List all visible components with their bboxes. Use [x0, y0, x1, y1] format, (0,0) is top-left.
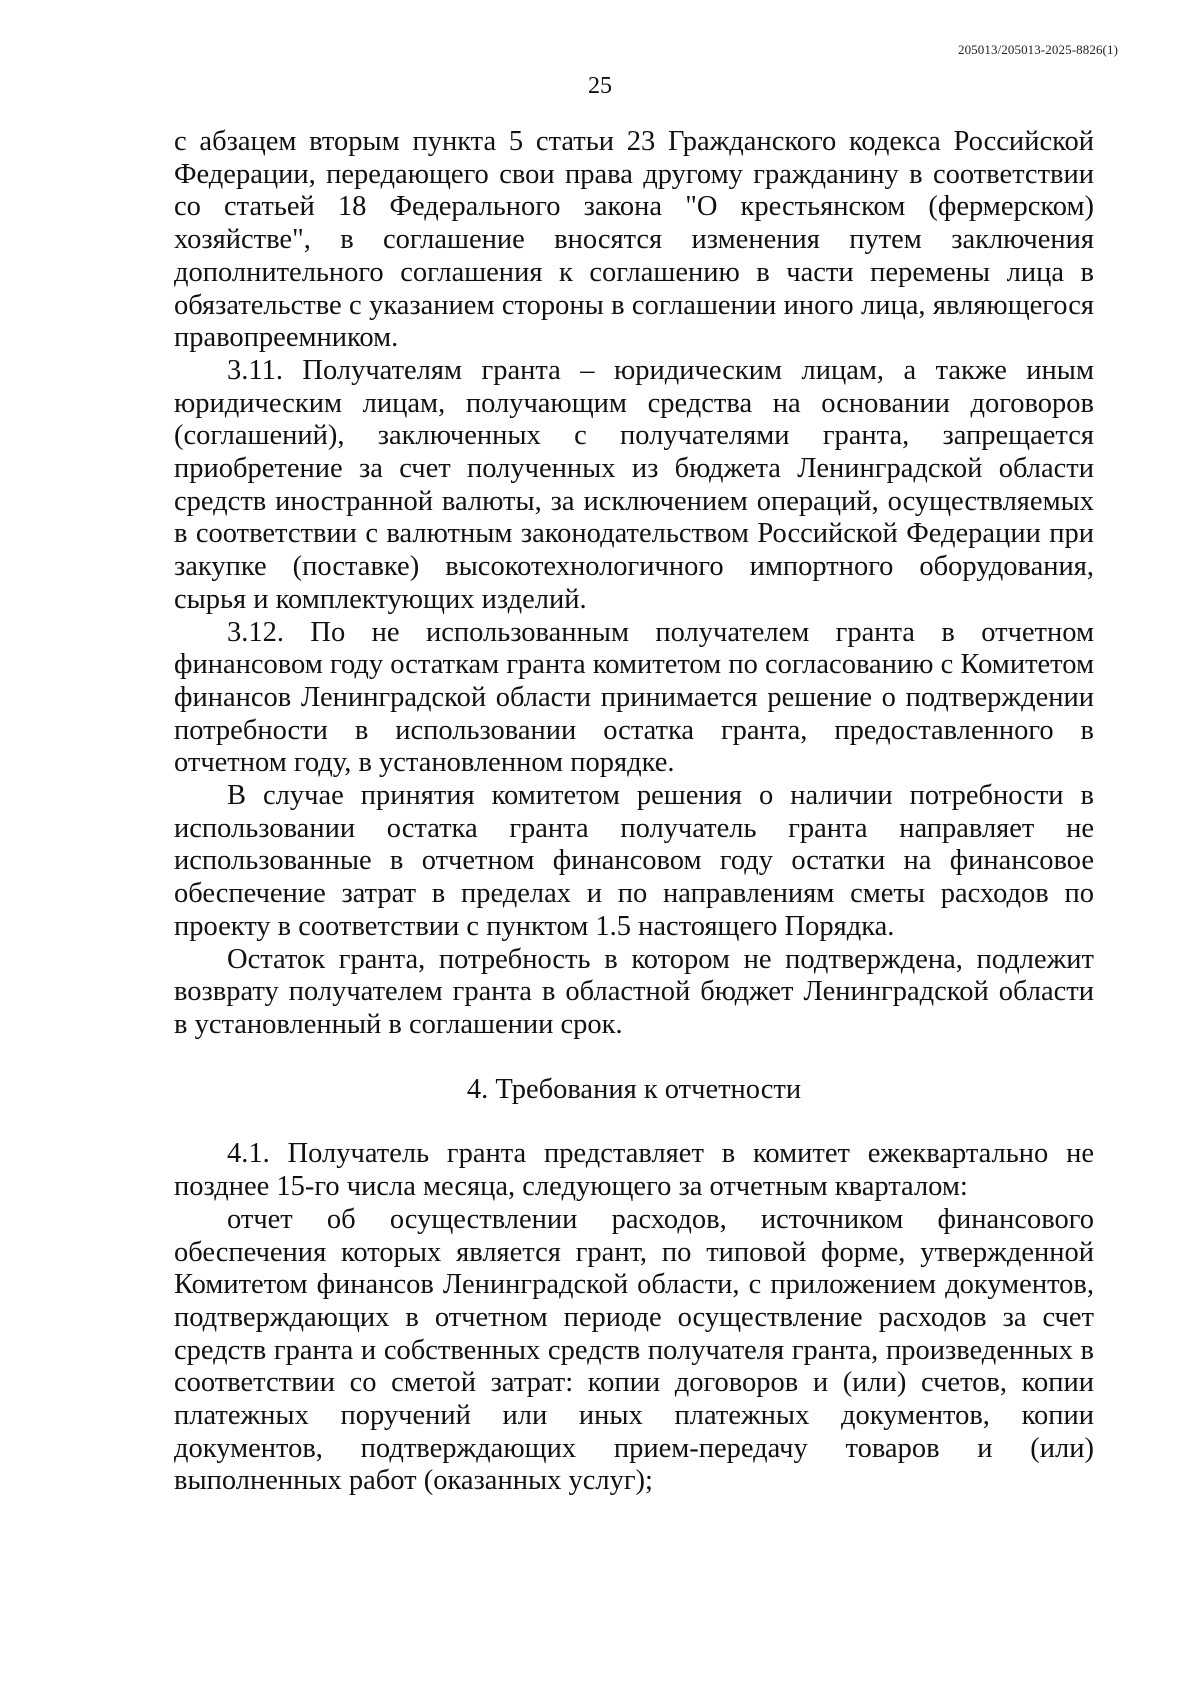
page-number: 25	[588, 73, 612, 99]
paragraph-3-12: 3.12. По не использованным получателем гранта в отчетном финансовом году остаткам гранта комитетом по согласованию с Комитетом финансов Ленинградской области принимается решение о подтверждении потребности в использовании остатка гранта, предоставленного в отчетном году, в установленном порядке.	[174, 616, 1094, 779]
paragraph-3-12-need-confirmed: В случае принятия комитетом решения о наличии потребности в использовании остатка гранта получатель гранта направляет не использованные в отчетном финансовом году остатки на финансовое обеспечение затрат в пределах и по направлениям сметы расходов по проекту в соответствии с пунктом 1.5 настоящего Порядка.	[174, 780, 1094, 942]
paragraph-3-11: 3.11. Получателям гранта – юридическим лицам, а также иным юридическим лицам, получающим средства на основании договоров (соглашений), заключенных с получателями гранта, запрещается приобретение за счет полученных из бюджета Ленинградской области средств иностранной валюты, за исключением операций, осуществляемых в соответствии с валютным законодательством Российской Федерации при закупке (поставке) высокотехнологичного импортного оборудования, сырья и комплектующих изделий.	[174, 354, 1094, 615]
paragraph-4-1-expense-report: отчет об осуществлении расходов, источником финансового обеспечения которых является грант, по типовой форме, утвержденной Комитетом финансов Ленинградской области, с приложением документов, подтверждающих в отчетном периоде осуществление расходов за счет средств гранта и собственных средств получателя гранта, произведенных в соответствии со сметой затрат: копии договоров и (или) счетов, копии платежных поручений или иных платежных документов, копии документов, подтверждающих прием-передачу товаров и (или) выполненных работ (оказанных услуг);	[174, 1203, 1094, 1497]
document-body	[174, 126, 1094, 1498]
document-registration-number: 205013/205013-2025-8826(1)	[957, 42, 1118, 57]
section-heading-reporting: 4. Требования к отчетности	[466, 1073, 802, 1105]
paragraph-continuation: с абзацем вторым пункта 5 статьи 23 Гражданского кодекса Российской Федерации, передающего свои права другому гражданину в соответствии со статьей 18 Федерального закона "О крестьянском (фермерском) хозяйстве", в соглашение вносятся изменения путем заключения дополнительного соглашения к соглашению в части перемены лица в обязательстве с указанием стороны в соглашении иного лица, являющегося правопреемником.	[174, 126, 1094, 354]
paragraph-3-12-remainder-return: Остаток гранта, потребность в котором не подтверждена, подлежит возврату получателем гранта в областной бюджет Ленинградской области в установленный в соглашении срок.	[174, 943, 1094, 1040]
paragraph-4-1: 4.1. Получатель гранта представляет в комитет ежеквартально не позднее 15-го числа месяца, следующего за отчетным кварталом:	[174, 1138, 1094, 1203]
